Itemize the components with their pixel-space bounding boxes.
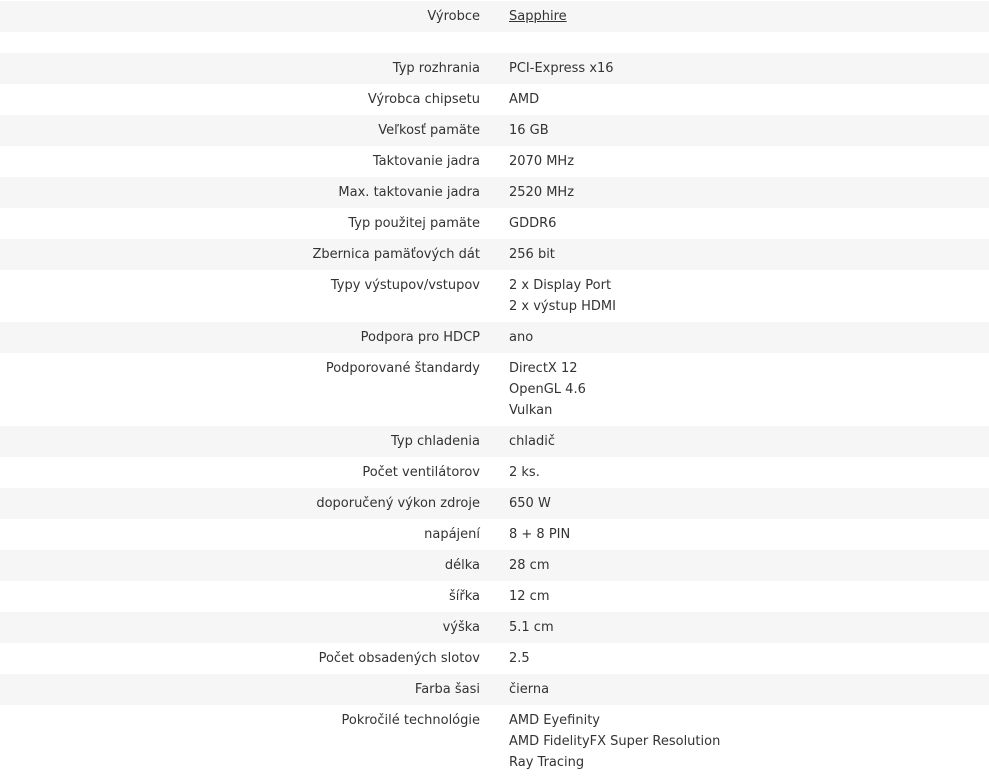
- spec-label: Veľkosť pamäte: [378, 123, 480, 138]
- spec-spacer: [0, 32, 989, 53]
- spec-value: 16 GB: [509, 123, 549, 138]
- spec-label: Typ rozhrania: [392, 61, 480, 76]
- spec-row: [0, 612, 989, 643]
- spec-label: Pokročilé technológie: [341, 713, 480, 728]
- spec-row: [0, 705, 989, 778]
- spec-row: [0, 426, 989, 457]
- spec-value: 28 cm: [509, 558, 550, 573]
- spec-label: Podporované štandardy: [325, 361, 480, 376]
- spec-row: [0, 353, 989, 426]
- spec-row: [0, 84, 989, 115]
- spec-label: Počet obsadených slotov: [318, 651, 480, 666]
- spec-row: [0, 550, 989, 581]
- spec-row: [0, 674, 989, 705]
- spec-value: 5.1 cm: [509, 620, 554, 635]
- spec-row: [0, 239, 989, 270]
- manufacturer-link[interactable]: Sapphire: [509, 9, 567, 24]
- spec-value: 2 ks.: [509, 465, 540, 480]
- spec-label: doporučený výkon zdroje: [316, 496, 480, 511]
- spec-value: DirectX 12 OpenGL 4.6 Vulkan: [509, 361, 586, 418]
- spec-label: Max. taktovanie jadra: [338, 185, 480, 200]
- spec-value: 650 W: [509, 496, 551, 511]
- spec-row: [0, 270, 989, 322]
- spec-value: PCI-Express x16: [509, 61, 614, 76]
- spec-label: Typy výstupov/vstupov: [330, 278, 480, 293]
- spec-label: Výrobca chipsetu: [367, 92, 480, 107]
- spec-row: [0, 208, 989, 239]
- spec-row: [0, 643, 989, 674]
- spec-row: [0, 322, 989, 353]
- spec-label: Zbernica pamäťových dát: [312, 247, 480, 262]
- spec-row: [0, 519, 989, 550]
- spec-row: [0, 581, 989, 612]
- spec-value: 8 + 8 PIN: [509, 527, 571, 542]
- spec-value: 12 cm: [509, 589, 550, 604]
- spec-label: Výrobce: [427, 9, 480, 24]
- spec-value: 2.5: [509, 651, 530, 666]
- spec-value: AMD Eyefinity AMD FidelityFX Super Resolution Ray Tracing: [509, 713, 721, 770]
- spec-row: [0, 115, 989, 146]
- spec-value: 256 bit: [509, 247, 555, 262]
- spec-value: ano: [509, 330, 534, 345]
- spec-row: [0, 488, 989, 519]
- spec-label: Taktovanie jadra: [372, 154, 480, 169]
- spec-row-manufacturer: [0, 1, 989, 32]
- spec-value: 2520 MHz: [509, 185, 575, 200]
- spec-label: délka: [444, 558, 480, 573]
- spec-label: Typ použitej pamäte: [348, 216, 480, 231]
- spec-value: 2070 MHz: [509, 154, 575, 169]
- spec-label: Podpora pro HDCP: [360, 330, 480, 345]
- spec-value: AMD: [509, 92, 540, 107]
- spec-row: [0, 457, 989, 488]
- spec-value: čierna: [509, 682, 550, 697]
- spec-label: Počet ventilátorov: [362, 465, 480, 480]
- spec-label: Farba šasi: [414, 682, 480, 697]
- spec-label: napájení: [424, 527, 480, 542]
- spec-row: [0, 53, 989, 84]
- spec-label: výška: [442, 620, 480, 635]
- spec-label: Typ chladenia: [390, 434, 480, 449]
- spec-row: [0, 146, 989, 177]
- spec-value: chladič: [509, 434, 555, 449]
- spec-table: [0, 1, 989, 778]
- spec-value: GDDR6: [509, 216, 557, 231]
- spec-row: [0, 177, 989, 208]
- spec-value: 2 x Display Port 2 x výstup HDMI: [509, 278, 616, 314]
- spec-value: [480, 1, 989, 32]
- spec-label: šířka: [449, 589, 480, 604]
